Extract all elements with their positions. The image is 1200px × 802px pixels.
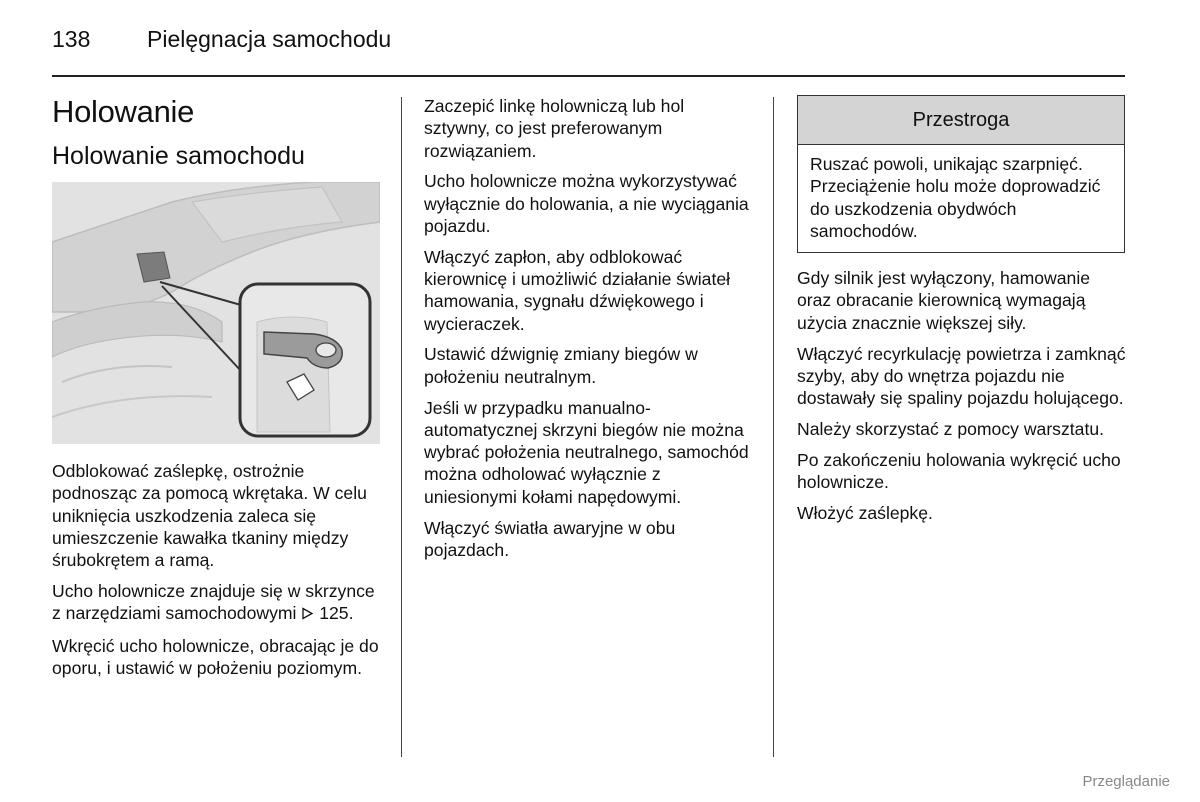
caution-box: [797, 95, 1125, 253]
towing-eye-illustration: [52, 182, 380, 444]
paragraph: Zaczepić linkę holowniczą lub hol sztywny, co jest preferowanym rozwiązaniem.: [424, 96, 685, 161]
section-title: Pielęgnacja samochodu: [147, 26, 392, 52]
header-rule: [52, 75, 1125, 77]
paragraph: Włączyć recyrkulację powietrza i zamknąć szyby, aby do wnętrza pojazdu nie dostawały się spaliny pojazdu holującego.: [797, 343, 1126, 409]
column-3: [797, 95, 1127, 533]
paragraph: Włożyć zaślepkę.: [797, 502, 933, 523]
column-2: [424, 95, 754, 570]
caution-body: Ruszać powoli, unikając szarpnięć. Przeciążenie holu może doprowadzić do uszkodzenia obydwóch samochodów.: [810, 154, 1101, 241]
page-reference-arrow-icon: [301, 604, 314, 626]
paragraph: Włączyć światła awaryjne w obu pojazdach.: [424, 517, 676, 560]
paragraph: Wkręcić ucho holownicze, obracając je do oporu, i ustawić w położeniu poziomym.: [52, 636, 379, 679]
column-1: [52, 92, 382, 688]
paragraph: Włączyć zapłon, aby odblokować kierownicę i umożliwić działanie świateł hamowania, sygnału dźwiękowego i wycieraczek.: [424, 246, 731, 334]
paragraph: Odblokować zaślepkę, ostrożnie podnosząc za pomocą wkrętaka. W celu uniknięcia uszkodzenia zaleca się umieszczenie kawałka tkaniny między śrubokrętem a ramą.: [52, 461, 367, 571]
paragraph: Ucho holownicze można wykorzystywać wyłącznie do holowania, a nie wyciągania pojazdu.: [424, 171, 749, 236]
column-divider: [401, 97, 402, 757]
paragraph: Gdy silnik jest wyłączony, hamowanie oraz obracanie kierownicą wymagają użycia znacznie większej siły.: [797, 268, 1091, 333]
paragraph: Jeśli w przypadku manualno-automatycznej skrzyni biegów nie można wybrać położenia neutralnego, samochód można odholować wyłącznie z uniesionymi kołami napędowymi.: [424, 397, 749, 507]
paragraph: Ustawić dźwignię zmiany biegów w położeniu neutralnym.: [424, 344, 698, 387]
paragraph-with-reference: [52, 580, 382, 627]
paragraph-text: Ucho holownicze znajduje się w skrzynce z narzędziami samochodowymi: [52, 580, 375, 624]
viewer-status-label: Przeglądanie: [1082, 773, 1170, 790]
paragraph: Należy skorzystać z pomocy warsztatu.: [797, 418, 1105, 439]
page-number: 138: [52, 26, 91, 52]
paragraph: Po zakończeniu holowania wykręcić ucho holownicze.: [797, 449, 1121, 493]
page-header: [52, 26, 391, 53]
column-divider: [773, 97, 774, 757]
page-heading: Holowanie: [52, 94, 195, 129]
page-reference-link[interactable]: 125.: [319, 603, 354, 624]
page-subheading: Holowanie samochodu: [52, 142, 305, 170]
caution-title: Przestroga: [798, 96, 1124, 145]
